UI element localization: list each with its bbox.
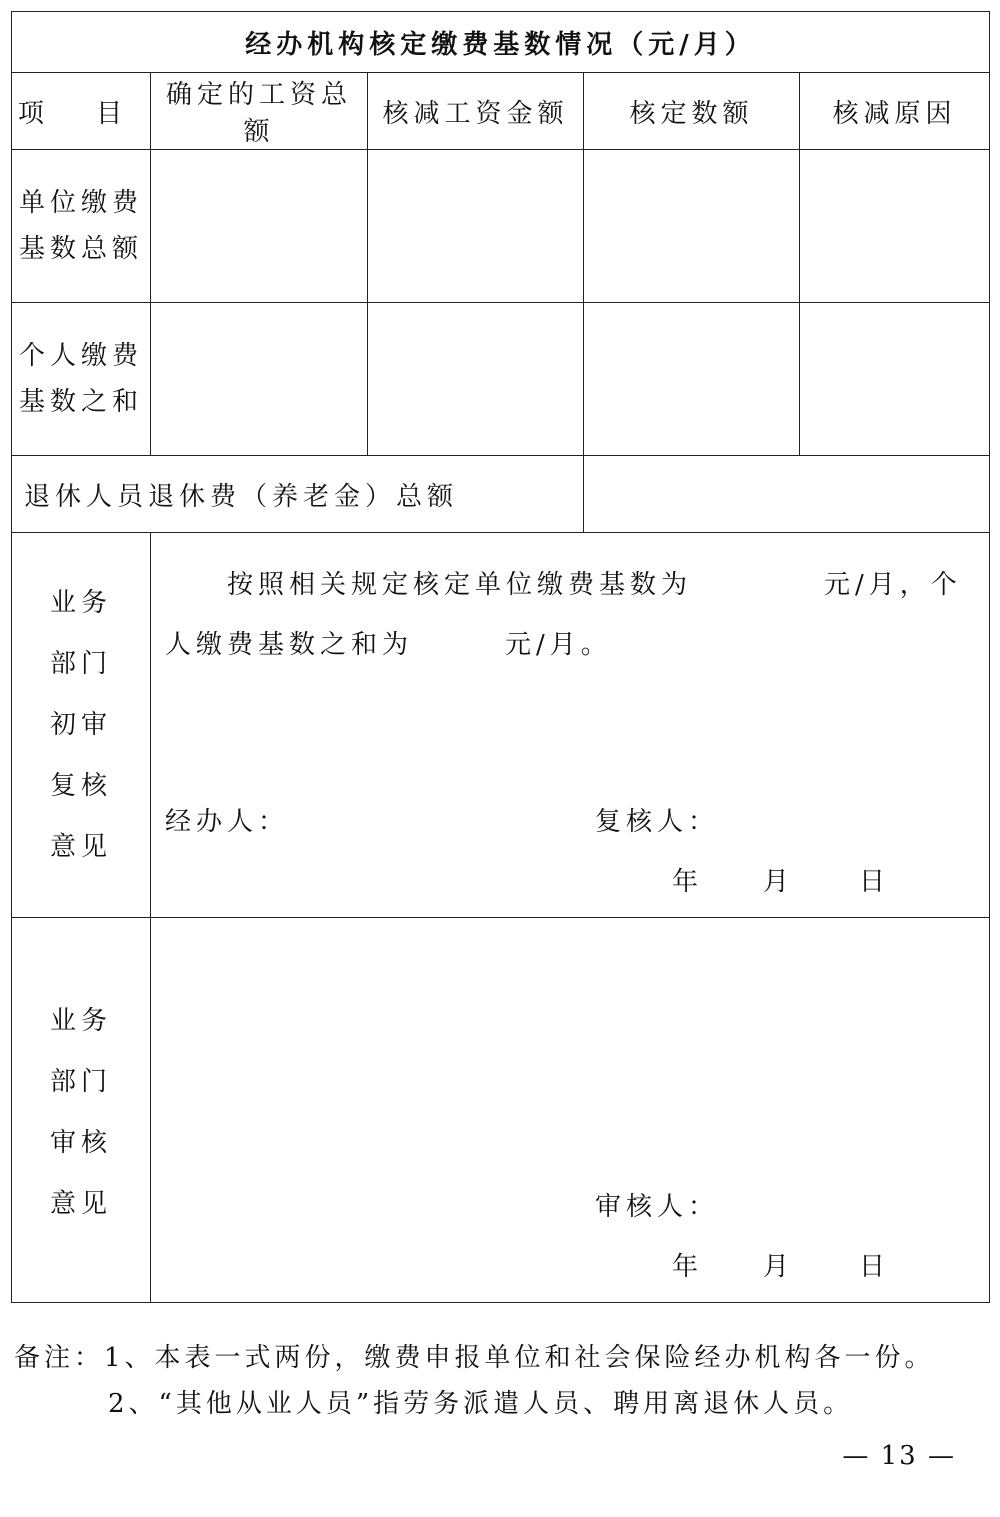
- header-approved-amount: 核定数额: [584, 73, 800, 150]
- cell-deduction-reason[interactable]: [800, 303, 990, 456]
- audit-label-stack: [50, 991, 112, 1235]
- audit-label: [12, 918, 151, 1303]
- date-month: 月: [763, 867, 795, 897]
- statement-part: 元/月，个人缴费基数之和为: [165, 570, 962, 660]
- date-month: 月: [763, 1252, 795, 1282]
- label-line: 意见: [49, 831, 112, 862]
- row-label-line: 基数总额: [18, 234, 143, 264]
- page-number: — 13 —: [842, 1441, 956, 1471]
- remark-line-2: 2、“其他从业人员”指劳务派遣人员、聘用离退休人员。: [108, 1389, 854, 1419]
- date-year: 年: [672, 867, 704, 897]
- table-row: [12, 150, 990, 303]
- label-line: 初审: [49, 709, 112, 740]
- row-label-personal-base: [12, 303, 151, 456]
- label-line: 审核: [49, 1128, 112, 1158]
- cell-approved-amount[interactable]: [584, 150, 800, 303]
- cell-wage-total[interactable]: [151, 150, 368, 303]
- label-line: 业务: [49, 587, 112, 618]
- cell-approved-amount[interactable]: [584, 303, 800, 456]
- row-label-line: 个人缴费: [18, 341, 143, 371]
- row-label-line: 基数之和: [18, 387, 143, 417]
- preliminary-row: [12, 533, 990, 918]
- header-row: [12, 73, 990, 150]
- label-line: 部门: [49, 648, 112, 679]
- cell-deduction-reason[interactable]: [800, 150, 990, 303]
- cell-wage-deduction[interactable]: [368, 303, 584, 456]
- audit-row: [12, 918, 990, 1303]
- label-line: 业务: [49, 1006, 112, 1036]
- handler-label: 经办人：: [165, 807, 290, 837]
- table-row: [12, 303, 990, 456]
- remark-line-1: 备注：1、本表一式两份，缴费申报单位和社会保险经办机构各一份。: [14, 1343, 935, 1373]
- auditor-label: 审核人：: [595, 1192, 720, 1222]
- statement-part: 按照相关规定核定单位缴费基数为: [227, 570, 693, 600]
- label-line: 部门: [49, 1067, 112, 1097]
- remarks: [14, 1335, 935, 1427]
- header-wage-total: 确定的工资总额: [151, 73, 368, 150]
- label-line: 意见: [49, 1189, 112, 1219]
- date-year: 年: [672, 1252, 704, 1282]
- header-item-text: 项 目: [17, 98, 145, 129]
- reviewer-label: 复核人：: [595, 807, 720, 837]
- preliminary-label-stack: [50, 573, 112, 878]
- retirement-row: [12, 456, 990, 533]
- row-label-line: 单位缴费: [18, 188, 143, 218]
- cell-wage-deduction[interactable]: [368, 150, 584, 303]
- header-wage-deduction: 核减工资金额: [368, 73, 584, 150]
- audit-opinion-cell[interactable]: [151, 918, 990, 1303]
- preliminary-label: [12, 533, 151, 918]
- retirement-label: 退休人员退休费（养老金）总额: [12, 456, 584, 533]
- statement-part: 元/月。: [505, 630, 612, 660]
- row-label-unit-base: [12, 150, 151, 303]
- header-item: [12, 73, 151, 150]
- contribution-base-table: [11, 11, 990, 1303]
- table-title: 经办机构核定缴费基数情况（元/月）: [12, 12, 990, 73]
- preliminary-opinion-cell[interactable]: [151, 533, 990, 918]
- preliminary-statement: [165, 555, 983, 675]
- label-line: 复核: [49, 770, 112, 801]
- retirement-amount-cell[interactable]: [584, 456, 990, 533]
- cell-wage-total[interactable]: [151, 303, 368, 456]
- date-day: 日: [859, 867, 891, 897]
- header-deduction-reason: 核减原因: [800, 73, 990, 150]
- date-day: 日: [859, 1252, 891, 1282]
